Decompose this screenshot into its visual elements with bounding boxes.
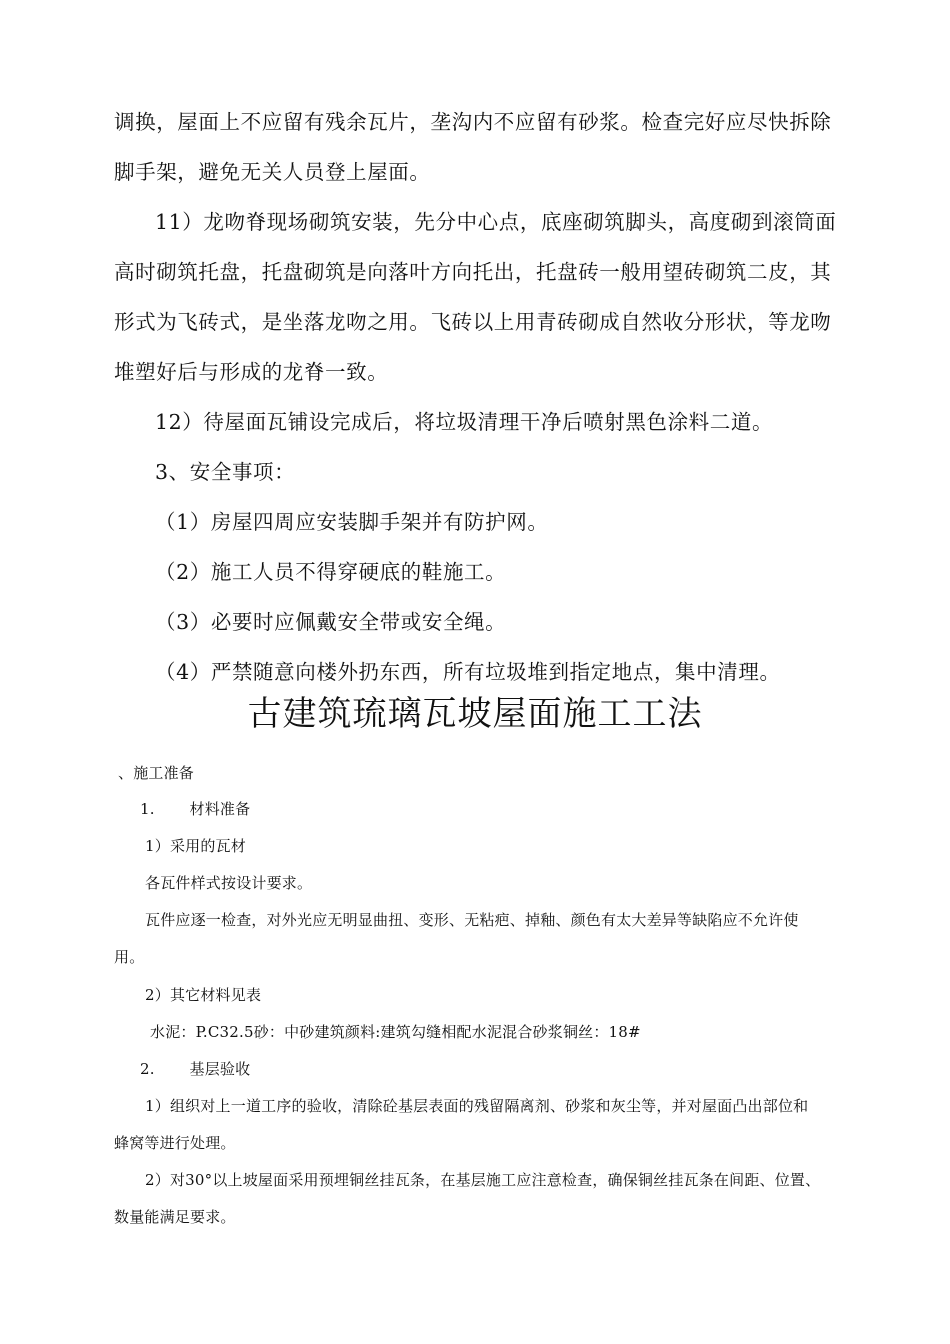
section-heading: 3、安全事项： — [155, 460, 296, 484]
paragraph-line: 调换，屋面上不应留有残余瓦片，垄沟内不应留有砂浆。检查完好应尽快拆除 — [114, 110, 832, 134]
paragraph-line: 高时砌筑托盘，托盘砌筑是向落叶方向托出，托盘砖一般用望砖砌筑二皮，其 — [114, 260, 832, 284]
paragraph-line: 2）对30°以上坡屋面采用预埋铜丝挂瓦条，在基层施工应注意检查，确保铜丝挂瓦条在间距、位置、 — [145, 1171, 821, 1189]
list-item: （2）施工人员不得穿硬底的鞋施工。 — [155, 560, 507, 584]
subsection-heading: 1. 材料准备 — [140, 800, 251, 818]
subsection-heading: 2. 基层验收 — [140, 1060, 251, 1078]
paragraph-line: 堆塑好后与形成的龙脊一致。 — [114, 360, 389, 384]
materials-line: 水泥：P.C32.5砂：中砂建筑颜料:建筑勾缝相配水泥混合砂浆铜丝：18# — [150, 1023, 641, 1041]
paragraph-line: 11）龙吻脊现场砌筑安装，先分中心点，底座砌筑脚头，高度砌到滚筒面 — [155, 210, 837, 234]
paragraph-line: 用。 — [114, 948, 145, 966]
paragraph-line: 12）待屋面瓦铺设完成后，将垃圾清理干净后喷射黑色涂料二道。 — [155, 410, 774, 434]
paragraph-line: 1）组织对上一道工序的验收，清除砼基层表面的残留隔离剂、砂浆和灰尘等，并对屋面凸出部位和 — [145, 1097, 809, 1115]
list-item: 1）采用的瓦材 — [145, 837, 246, 855]
section-heading: 、施工准备 — [118, 764, 195, 782]
list-item: 2）其它材料见表 — [145, 986, 262, 1004]
paragraph-line: 瓦件应逐一检查，对外光应无明显曲扭、变形、无粘疤、掉釉、颜色有太大差异等缺陷应不允许使 — [145, 911, 799, 929]
list-item: （4）严禁随意向楼外扔东西，所有垃圾堆到指定地点，集中清理。 — [155, 660, 781, 684]
paragraph-line: 数量能满足要求。 — [114, 1208, 236, 1226]
list-item: （3）必要时应佩戴安全带或安全绳。 — [155, 610, 507, 634]
paragraph-line: 各瓦件样式按设计要求。 — [145, 874, 313, 892]
paragraph-line: 脚手架，避免无关人员登上屋面。 — [114, 160, 431, 184]
paragraph-line: 形式为飞砖式，是坐落龙吻之用。飞砖以上用青砖砌成自然收分形状，等龙吻 — [114, 310, 832, 334]
paragraph-line: 蜂窝等进行处理。 — [114, 1134, 236, 1152]
document-title: 古建筑琉璃瓦坡屋面施工工法 — [247, 694, 703, 734]
list-item: （1）房屋四周应安装脚手架并有防护网。 — [155, 510, 549, 534]
